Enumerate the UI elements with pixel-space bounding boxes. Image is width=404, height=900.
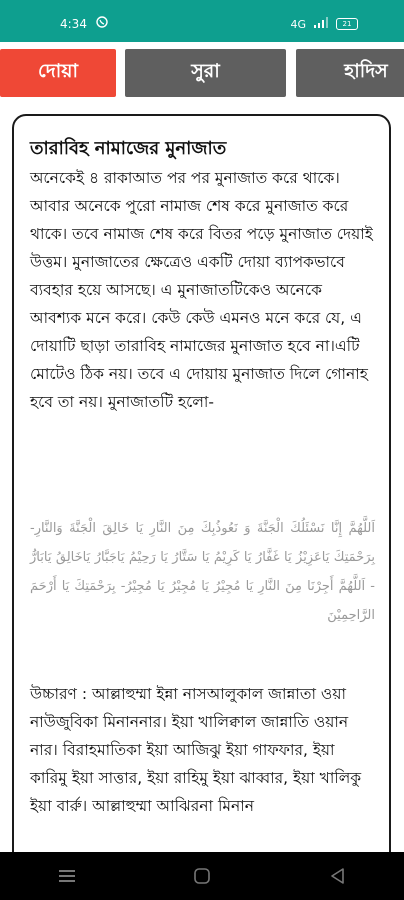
dua-title: তারাবিহ নামাজের মুনাজাত	[30, 138, 227, 159]
tab-hadis[interactable]: হাদিস	[296, 49, 404, 97]
recent-apps-icon[interactable]	[47, 856, 87, 896]
tab-dua[interactable]: দোয়া	[0, 49, 116, 97]
system-nav-bar	[0, 852, 404, 900]
tab-sura[interactable]: সুরা	[125, 49, 286, 97]
network-label: 4G	[290, 17, 306, 31]
status-time: 4:34	[60, 17, 87, 31]
battery-icon: 21	[336, 18, 358, 30]
status-indicators	[290, 17, 358, 31]
status-bar	[0, 0, 404, 42]
arabic-dua-text: اَللَّهُمَّ إِنَّا نَسْئَلُكَ الْجَنَّةَ وَ نَعُوذُبِكَ مِنَ النَّارِ يَا خَالِقَ الْجَنَّةَ وَالنَّارِ- بِرَحْمَتِكَ يَاعَزِيْزُ يَا غَفَّارُ يَا كَرِيْمُ يَا سَتَّارُ يَا رَحِيْمُ يَاجَبَّارُ يَاخَالِقُ يَابَارُّ - اَللَّهُمَّ أَجِرْنَا مِنَ النَّارِ يَا مُجِيْرُ يَا مُجِيْرُ يَا مُجِيْرُ- بِرَحْمَتِكَ يَا أَرْحَمَ الرَّاحِمِيْنَ	[30, 521, 375, 623]
category-tabs	[0, 49, 404, 99]
whatsapp-icon	[96, 16, 108, 31]
signal-icon	[314, 17, 328, 31]
dua-description: অনেকেই ৪ রাকাআত পর পর মুনাজাত করে থাকে। আবার অনেকে পুরো নামাজ শেষ করে মুনাজাত করে থাকে। তবে নামাজ শেষ করে বিতর পড়ে মুনাজাত দেয়াই উত্তম। মুনাজাতের ক্ষেত্রেও একটি দোয়া ব্যাপকভাবে ব্যবহার হয়ে আসছে। এ মুনাজাতটিকেও অনেকে আবশ্যক মনে করে। কেউ কেউ এমনও মনে করে যে, এ দোয়াটি ছাড়া তারাবিহ নামাজের মুনাজাত হবে না।এটি মোটেও ঠিক নয়। তবে এ দোয়ায় মুনাজাত দিলে গোনাহ হবে তা নয়। মুনাজাতটি হলো-	[30, 169, 373, 411]
back-icon[interactable]	[317, 856, 357, 896]
pronunciation-text: উচ্চারণ : আল্লাহুম্মা ইন্না নাসআলুকাল জান্নাতা ওয়া নাউজুবিকা মিনাননার। ইয়া খালিক্বাল জান্নাতি ওয়ান নার। বিরাহমাতিকা ইয়া আজিঝু ইয়া গাফফার, ইয়া কারিমু ইয়া সাত্তার, ইয়া রাহিমু ইয়া ঝাব্বার, ইয়া খালিকু ইয়া বার্রু। আল্লাহুম্মা আঝিরনা মিনান	[30, 685, 362, 815]
home-icon[interactable]	[182, 856, 222, 896]
dua-card[interactable]	[12, 114, 391, 874]
